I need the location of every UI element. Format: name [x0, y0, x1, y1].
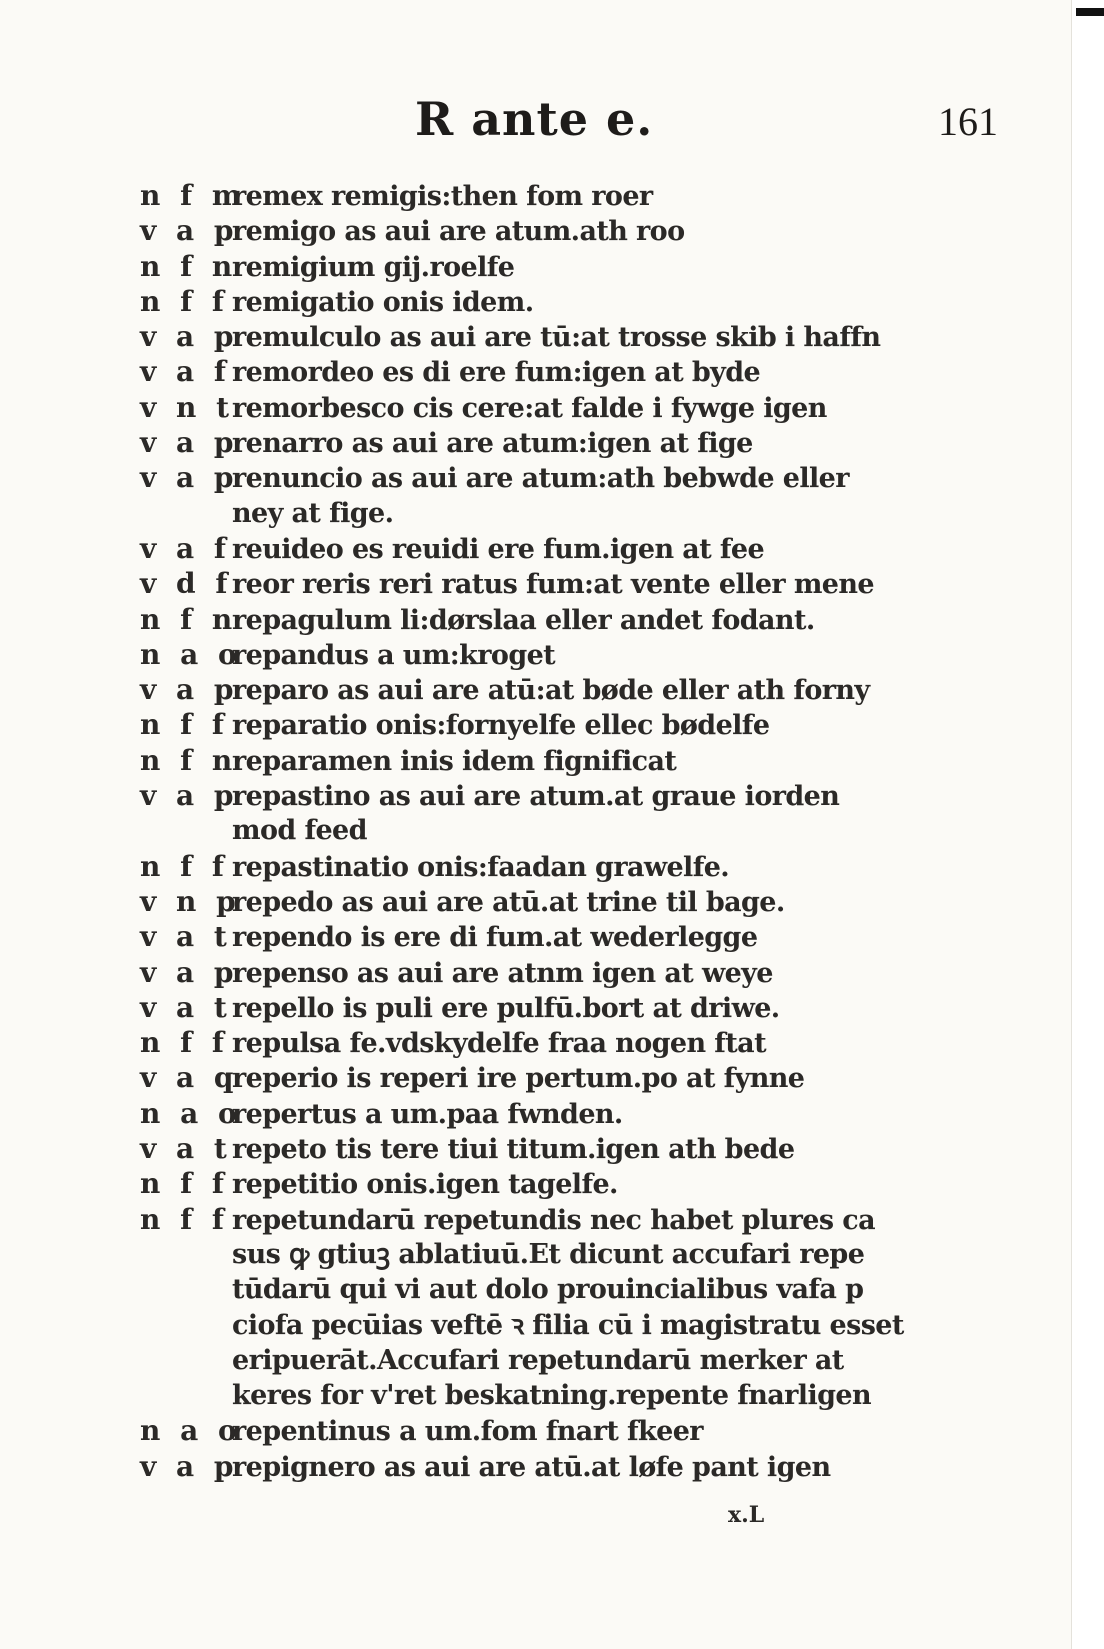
- entry-text: repetundarū repetundis nec habet plures ca: [232, 1204, 875, 1236]
- entry-text: remigatio onis idem.: [232, 286, 534, 318]
- grammar-code: n f f: [140, 1202, 229, 1236]
- dictionary-entry: [140, 849, 1040, 884]
- signature-mark: x.L: [728, 1502, 765, 1528]
- dictionary-entry: [140, 1413, 1040, 1448]
- entry-text: sus ꝙ gtiuꝫ ablatiuū.Et dicunt accufari repe: [232, 1238, 865, 1270]
- dictionary-entry: [140, 566, 1040, 601]
- dictionary-entry: [140, 213, 1040, 248]
- grammar-code: n f m: [140, 179, 247, 212]
- grammar-code: v a p: [140, 673, 239, 707]
- dictionary-entry: [140, 602, 1040, 637]
- dictionary-entry: [140, 1272, 1040, 1307]
- entry-text: ney at fige.: [232, 497, 394, 529]
- grammar-code: v a p: [140, 320, 239, 354]
- grammar-code: n f f: [140, 708, 229, 742]
- dictionary-entries: [140, 178, 1040, 1484]
- dictionary-entry: [140, 1449, 1040, 1484]
- dictionary-entry: [140, 1308, 1040, 1343]
- dictionary-entry: [140, 707, 1040, 742]
- grammar-code: v a q: [140, 1061, 239, 1095]
- entry-text: reparo as aui are atū:at bøde eller ath forny: [232, 675, 870, 707]
- grammar-code: v a p: [140, 214, 239, 248]
- dictionary-entry: [140, 496, 1040, 531]
- scan-edge: [1071, 0, 1104, 1649]
- grammar-code: n f f: [140, 284, 229, 318]
- dictionary-entry: [140, 1131, 1040, 1166]
- entry-text: reperio is reperi ire pertum.po at fynne: [232, 1063, 805, 1095]
- dictionary-entry: [140, 1237, 1040, 1272]
- dictionary-entry: [140, 1060, 1040, 1095]
- entry-text: repertus a um.paa fwnden.: [232, 1098, 623, 1130]
- entry-text: repello is puli ere pulfū.bort at driwe.: [232, 992, 780, 1024]
- grammar-code: v d f: [140, 567, 233, 601]
- dictionary-entry: [140, 637, 1040, 672]
- dictionary-entry: [140, 390, 1040, 425]
- grammar-code: v a p: [140, 461, 239, 495]
- grammar-code: n f f: [140, 849, 229, 883]
- dictionary-entry: [140, 1343, 1040, 1378]
- entry-text: repastino as aui are atum.at graue iorden: [232, 781, 840, 813]
- entry-text: repandus a um:kroget: [232, 639, 556, 671]
- entry-text: renarro as aui are atum:igen at fige: [232, 428, 753, 460]
- dictionary-entry: [140, 531, 1040, 566]
- dictionary-entry: [140, 990, 1040, 1025]
- entry-text: repedo as aui are atū.at trine til bage.: [232, 886, 785, 918]
- grammar-code: v a p: [140, 955, 239, 989]
- entry-text: reparatio onis:fornyelfe ellec bødelfe: [232, 710, 770, 742]
- entry-text: repeto tis tere tiui titum.igen ath bede: [232, 1134, 795, 1166]
- entry-text: repignero as aui are atū.at løfe pant igen: [232, 1451, 831, 1483]
- entry-text: reuideo es reuidi ere fum.igen at fee: [232, 533, 765, 565]
- entry-text: remigo as aui are atum.ath roo: [232, 216, 685, 248]
- grammar-code: v a p: [140, 1449, 239, 1483]
- grammar-code: n f n: [140, 249, 238, 283]
- entry-text: renuncio as aui are atum:ath bebwde eller: [232, 463, 849, 495]
- grammar-code: n f n: [140, 602, 238, 636]
- dictionary-entry: [140, 1378, 1040, 1413]
- entry-text: remorbesco cis cere:at falde i fywge igen: [232, 392, 827, 424]
- grammar-code: v a f: [140, 531, 231, 565]
- dictionary-entry: [140, 813, 1040, 848]
- entry-text: remex remigis:then fom roer: [232, 181, 653, 212]
- dictionary-entry: [140, 319, 1040, 354]
- entry-text: repentinus a um.fom fnart fkeer: [232, 1416, 703, 1448]
- running-head: R ante e.: [415, 92, 654, 146]
- entry-text: eripuerāt.Accufari repetundarū merker at: [232, 1344, 844, 1376]
- dictionary-entry: [140, 955, 1040, 990]
- grammar-code: n f f: [140, 1167, 229, 1201]
- dictionary-entry: [140, 1166, 1040, 1201]
- entry-text: ciofa pecūias veftē ꝛ filia cū i magistratu esset: [232, 1309, 904, 1341]
- grammar-code: v a p: [140, 779, 239, 813]
- entry-text: mod feed: [232, 815, 367, 847]
- dictionary-entry: [140, 178, 1040, 213]
- dictionary-entry: [140, 884, 1040, 919]
- grammar-code: n f n: [140, 743, 238, 777]
- grammar-code: v a t: [140, 990, 232, 1024]
- entry-text: reor reris reri ratus fum:at vente eller mene: [232, 569, 874, 601]
- page-number: 161: [938, 99, 998, 144]
- dictionary-entry: [140, 284, 1040, 319]
- dictionary-entry: [140, 425, 1040, 460]
- entry-text: repagulum li:dørslaa eller andet fodant.: [232, 604, 815, 636]
- grammar-code: n a o: [140, 1096, 242, 1130]
- grammar-code: v a t: [140, 1132, 232, 1166]
- entry-text: repastinatio onis:faadan grawelfe.: [232, 851, 730, 883]
- dictionary-entry: [140, 460, 1040, 495]
- dictionary-entry: [140, 1025, 1040, 1060]
- entry-text: remordeo es di ere fum:igen at byde: [232, 357, 761, 389]
- entry-text: keres for v'ret beskatning.repente fnarligen: [232, 1380, 872, 1412]
- dictionary-entry: [140, 778, 1040, 813]
- entry-text: tūdarū qui vi aut dolo prouincialibus vafa p: [232, 1274, 864, 1306]
- entry-text: rependo is ere di fum.at wederlegge: [232, 922, 758, 954]
- dictionary-entry: [140, 1202, 1040, 1237]
- grammar-code: v n t: [140, 390, 235, 424]
- dictionary-entry: [140, 743, 1040, 778]
- grammar-code: v a f: [140, 355, 231, 389]
- entry-text: remulculo as aui are tū:at trosse skib i haffn: [232, 322, 881, 354]
- grammar-code: v n p: [140, 884, 241, 918]
- entry-text: remigium gij.roelfe: [232, 251, 515, 283]
- entry-text: repulsa fe.vdskydelfe fraa nogen ftat: [232, 1028, 766, 1060]
- grammar-code: n a o: [140, 1414, 242, 1448]
- grammar-code: v a t: [140, 920, 232, 954]
- grammar-code: n f f: [140, 1026, 229, 1060]
- dictionary-entry: [140, 672, 1040, 707]
- dictionary-entry: [140, 249, 1040, 284]
- entry-text: reparamen inis idem fignificat: [232, 745, 677, 777]
- grammar-code: v a p: [140, 426, 239, 460]
- entry-text: repenso as aui are atnm igen at weye: [232, 957, 773, 989]
- dictionary-entry: [140, 354, 1040, 389]
- entry-text: repetitio onis.igen tagelfe.: [232, 1169, 618, 1201]
- dictionary-entry: [140, 919, 1040, 954]
- grammar-code: n a o: [140, 637, 242, 671]
- dictionary-entry: [140, 1096, 1040, 1131]
- scan-edge-mark: [1076, 8, 1104, 16]
